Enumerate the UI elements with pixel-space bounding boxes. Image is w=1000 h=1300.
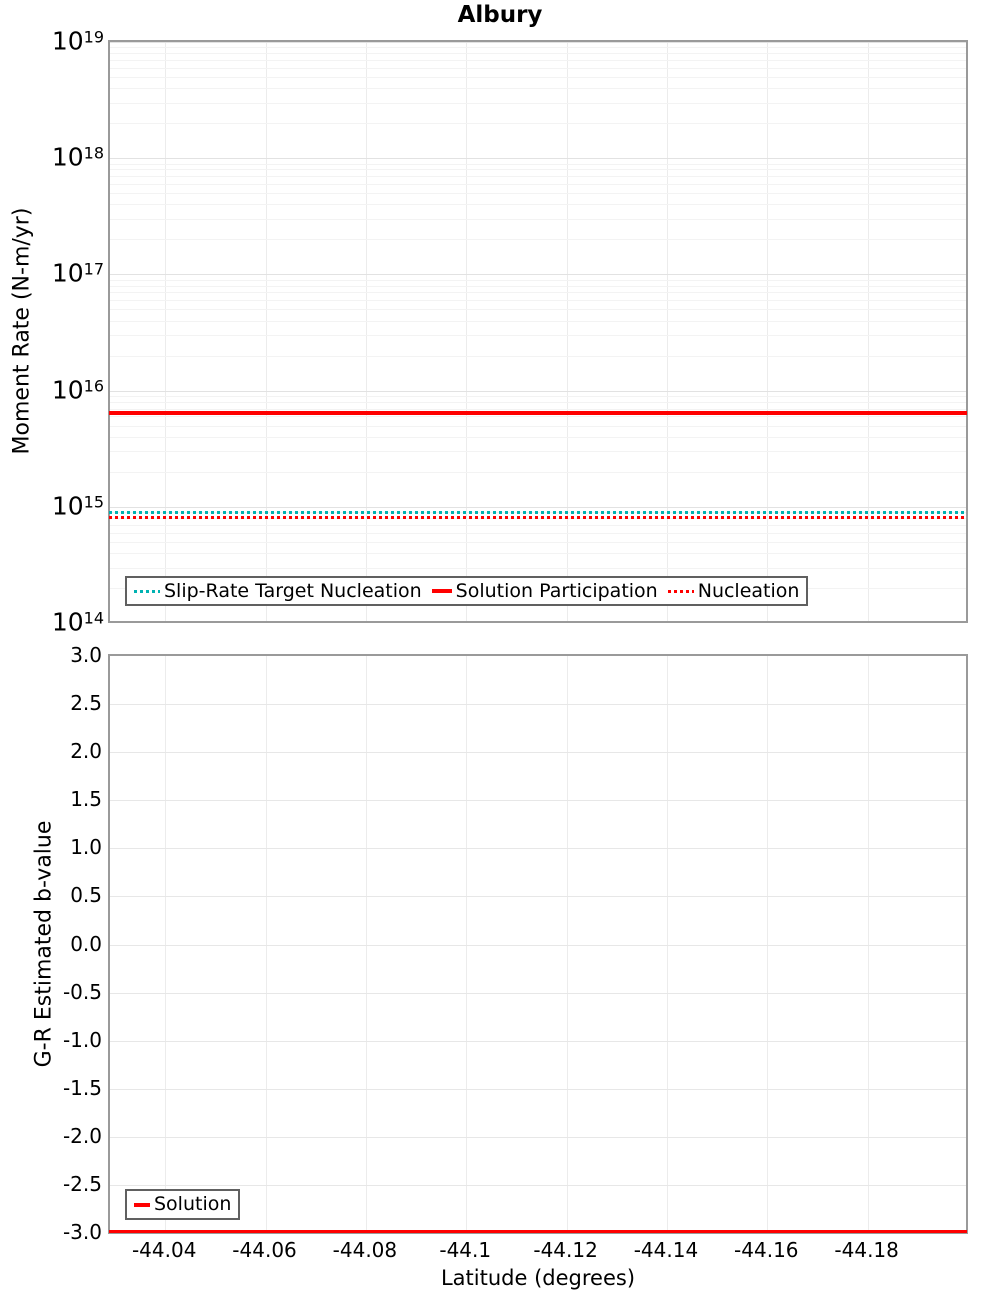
y-tick-label: $10^{19}$: [51, 26, 104, 56]
top-y-axis-title: Moment Rate (N-m/yr): [9, 207, 35, 455]
gridline-minor: [110, 300, 966, 301]
gridline-vertical: [466, 42, 467, 621]
gridline-major: [110, 1185, 966, 1186]
bottom-y-axis-title: G-R Estimated b-value: [31, 820, 57, 1068]
legend-label-nucleation: Nucleation: [697, 579, 800, 602]
nucleation-line: [109, 516, 967, 519]
y-tick-label: 1.5: [70, 787, 102, 812]
legend-item-solution: [134, 1192, 231, 1217]
x-tick-label: -44.1: [439, 1238, 492, 1262]
legend-label-solution-participation: Solution Participation: [455, 579, 658, 602]
gridline-minor: [110, 553, 966, 554]
gridline-minor: [110, 184, 966, 185]
legend-item-slip-rate-target: [134, 579, 422, 604]
y-tick-label: $10^{17}$: [51, 258, 104, 288]
slip-rate-target-nucleation-line: [109, 511, 967, 514]
b-value-plot: [108, 654, 968, 1234]
gridline-minor: [110, 356, 966, 357]
gridline-minor: [110, 176, 966, 177]
gridline-minor: [110, 286, 966, 287]
x-tick-label: -44.08: [332, 1238, 398, 1262]
gridline-minor: [110, 77, 966, 78]
gridline-minor: [110, 123, 966, 124]
gridline-minor: [110, 533, 966, 534]
gridline-minor: [110, 164, 966, 165]
gridline-minor: [110, 88, 966, 89]
gridline-minor: [110, 416, 966, 417]
gridline-minor: [110, 568, 966, 569]
solution-line: [109, 1230, 967, 1234]
gridline-minor: [110, 169, 966, 170]
y-tick-label: 2.5: [70, 691, 102, 716]
gridline-major: [110, 800, 966, 801]
gridline-minor: [110, 204, 966, 205]
moment-rate-plot: [108, 40, 968, 623]
x-tick-label: -44.12: [533, 1238, 598, 1262]
gridline-minor: [110, 402, 966, 403]
y-tick-label: 2.0: [70, 739, 102, 764]
gridline-minor: [110, 68, 966, 69]
moment-rate-legend: [125, 576, 808, 606]
gridline-minor: [110, 542, 966, 543]
gridline-major: [110, 158, 966, 159]
gridline-major: [110, 704, 966, 705]
gridline-major: [110, 752, 966, 753]
gridline-major: [110, 896, 966, 897]
gridline-major: [110, 1089, 966, 1090]
y-tick-label: $10^{18}$: [51, 142, 104, 172]
solution-participation-line-sample: [432, 589, 452, 593]
gridline-minor: [110, 451, 966, 452]
x-tick-label: -44.14: [633, 1238, 699, 1262]
gridline-minor: [110, 239, 966, 240]
y-tick-label: -2.0: [62, 1123, 102, 1148]
y-tick-label: $10^{14}$: [51, 607, 104, 637]
gridline-minor: [110, 60, 966, 61]
x-axis-title: Latitude (degrees): [440, 1266, 636, 1290]
y-tick-label: 3.0: [70, 643, 102, 667]
solution-line-sample: [134, 1203, 150, 1207]
gridline-minor: [110, 47, 966, 48]
nucleation-line-sample: [668, 590, 694, 593]
y-tick-label: $10^{15}$: [51, 491, 104, 521]
gridline-minor: [110, 437, 966, 438]
legend-item-nucleation: [668, 579, 800, 604]
y-tick-label: -1.5: [62, 1075, 102, 1100]
y-tick-label: -1.0: [62, 1027, 102, 1052]
gridline-major: [110, 507, 966, 508]
y-tick-label: -3.0: [62, 1220, 102, 1244]
legend-label-slip-rate-target: Slip-Rate Target Nucleation: [164, 579, 422, 602]
gridline-minor: [110, 53, 966, 54]
gridline-major: [110, 42, 966, 43]
gridline-minor: [110, 426, 966, 427]
gridline-minor: [110, 219, 966, 220]
gridline-minor: [110, 309, 966, 310]
gridline-minor: [110, 525, 966, 526]
gridline-minor: [110, 193, 966, 194]
y-tick-label: -0.5: [62, 979, 102, 1004]
gridline-major: [110, 391, 966, 392]
y-tick-label: 0.0: [70, 931, 102, 956]
gridline-vertical: [165, 42, 166, 621]
chart-title: Albury: [457, 2, 543, 28]
gridline-major: [110, 993, 966, 994]
y-tick-label: 0.5: [70, 883, 102, 908]
gridline-vertical: [667, 42, 668, 621]
gridline-vertical: [767, 42, 768, 621]
gridline-minor: [110, 335, 966, 336]
x-tick-label: -44.18: [834, 1238, 899, 1262]
y-tick-label: -2.5: [62, 1171, 102, 1196]
x-tick-label: -44.16: [734, 1238, 799, 1262]
gridline-vertical: [567, 42, 568, 621]
x-tick-label: -44.04: [131, 1238, 197, 1262]
gridline-major: [110, 1137, 966, 1138]
gridline-major: [110, 945, 966, 946]
slip-rate-target-line-sample: [134, 590, 160, 593]
gridline-minor: [110, 292, 966, 293]
gridline-major: [110, 848, 966, 849]
gridline-major: [110, 274, 966, 275]
legend-label-solution: Solution: [154, 1193, 232, 1216]
gridline-major: [110, 1041, 966, 1042]
gridline-minor: [110, 321, 966, 322]
legend-item-solution-participation: [432, 579, 658, 604]
solution-participation-line: [109, 411, 967, 415]
gridline-minor: [110, 472, 966, 473]
gridline-vertical: [366, 42, 367, 621]
b-value-legend: [125, 1189, 240, 1220]
gridline-minor: [110, 280, 966, 281]
gridline-minor: [110, 396, 966, 397]
gridline-vertical: [868, 42, 869, 621]
gridline-minor: [110, 409, 966, 410]
y-tick-label: $10^{16}$: [51, 375, 104, 405]
y-tick-label: 1.0: [70, 835, 102, 860]
x-tick-label: -44.06: [232, 1238, 297, 1262]
gridline-vertical: [266, 42, 267, 621]
gridline-minor: [110, 103, 966, 104]
